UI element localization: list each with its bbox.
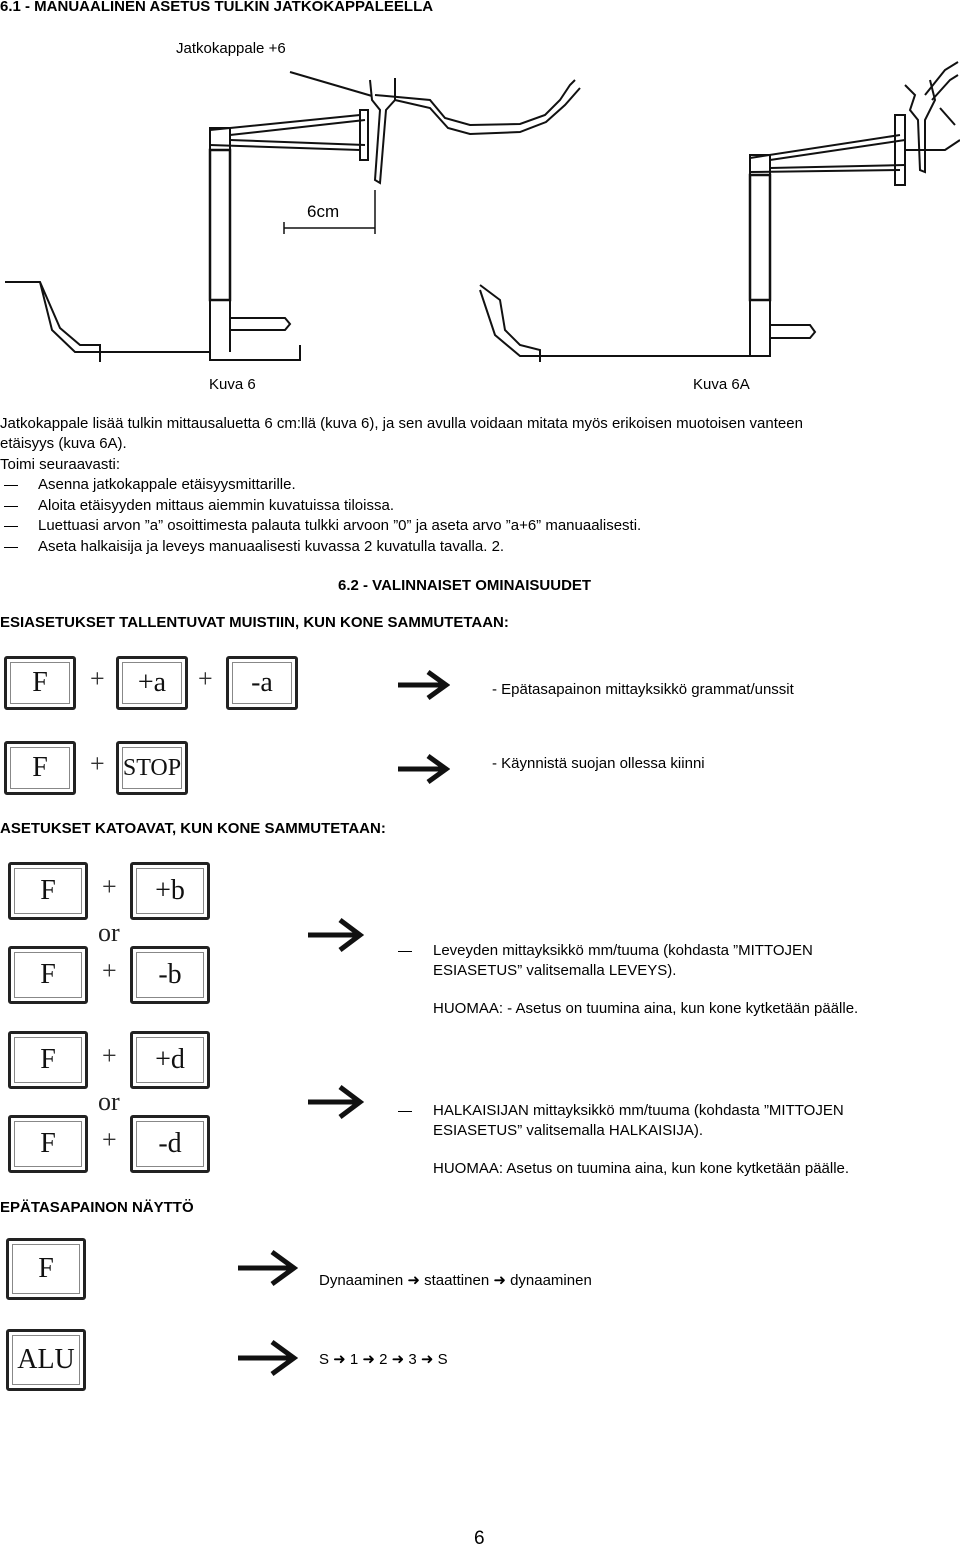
page-title: 6.1 - MANUAALINEN ASETUS TULKIN JATKOKAPPALEELLA	[0, 0, 434, 15]
figure-caption-left: Kuva 6	[209, 376, 256, 393]
plus-sign: +	[102, 956, 117, 985]
key-minus-d: -d	[130, 1115, 210, 1173]
plus-sign: +	[90, 664, 105, 693]
arrow-right-icon	[306, 1083, 364, 1121]
combo4-description-line1: HALKAISIJAN mittayksikkö mm/tuuma (kohdasta ”MITTOJEN	[433, 1102, 844, 1119]
or-label: or	[98, 918, 120, 947]
imbalance-heading: EPÄTASAPAINON NÄYTTÖ	[0, 1199, 194, 1216]
key-plus-d: +d	[130, 1031, 210, 1089]
page-number: 6	[474, 1528, 485, 1549]
plus-sign: +	[102, 1125, 117, 1154]
key-alu: ALU	[6, 1329, 86, 1391]
key-minus-b: -b	[130, 946, 210, 1004]
plus-sign: +	[198, 664, 213, 693]
figure-caption-right: Kuva 6A	[693, 376, 750, 393]
key-f: F	[8, 1031, 88, 1089]
key-f: F	[6, 1238, 86, 1300]
step-item: Aloita etäisyyden mittaus aiemmin kuvatuissa tiloissa.	[4, 497, 394, 514]
arrow-right-icon	[236, 1248, 298, 1288]
key-f: F	[8, 862, 88, 920]
plus-sign: +	[90, 749, 105, 778]
imbalance-row2-description: S ➜ 1 ➜ 2 ➜ 3 ➜ S	[319, 1351, 448, 1368]
combo4-description-line2: ESIASETUS” valitsemalla HALKAISIJA).	[433, 1122, 704, 1139]
or-label: or	[98, 1087, 120, 1116]
dash-icon	[398, 1102, 432, 1119]
intro-line-1: Jatkokappale lisää tulkin mittausaluetta 6 cm:llä (kuva 6), ja sen avulla voidaan mitata myös erikoisen muotoisen vanteen	[0, 415, 803, 432]
key-f: F	[4, 741, 76, 795]
combo4-note: HUOMAA: Asetus on tuumina aina, kun kone kytketään päälle.	[433, 1160, 850, 1177]
lost-settings-heading: ASETUKSET KATOAVAT, KUN KONE SAMMUTETAAN:	[0, 820, 386, 837]
step-item: Asenna jatkokappale etäisyysmittarille.	[4, 476, 296, 493]
arrow-right-icon	[306, 916, 364, 954]
step-item: Luettuasi arvon ”a” osoittimesta palauta tulkki arvoon ”0” ja aseta arvo ”a+6” manuaalisesti.	[4, 517, 641, 534]
combo3-note: HUOMAA: - Asetus on tuumina aina, kun kone kytketään päälle.	[433, 1000, 859, 1017]
dash-icon	[4, 547, 18, 548]
plus-sign: +	[102, 1041, 117, 1070]
dash-icon	[4, 485, 18, 486]
arrow-right-icon	[396, 752, 450, 786]
key-plus-a: +a	[116, 656, 188, 710]
key-stop: STOP	[116, 741, 188, 795]
key-plus-b: +b	[130, 862, 210, 920]
dash-icon	[398, 942, 432, 959]
intro-line-3: Toimi seuraavasti:	[0, 456, 121, 473]
key-minus-a: -a	[226, 656, 298, 710]
intro-line-2: etäisyys (kuva 6A).	[0, 435, 127, 452]
combo3-description-line2: ESIASETUS” valitsemalla LEVEYS).	[433, 962, 677, 979]
key-f: F	[8, 946, 88, 1004]
dash-icon	[4, 526, 18, 527]
arrow-right-icon	[396, 668, 450, 702]
dimension-label: 6cm	[307, 202, 340, 221]
dash-icon	[4, 506, 18, 507]
plus-sign: +	[102, 872, 117, 901]
wheel-gauge-drawing	[0, 55, 960, 375]
saved-settings-heading: ESIASETUKSET TALLENTUVAT MUISTIIN, KUN KONE SAMMUTETAAN:	[0, 614, 509, 631]
extension-label: Jatkokappale +6	[176, 40, 286, 57]
combo2-description: - Käynnistä suojan ollessa kiinni	[492, 755, 705, 772]
combo1-description: - Epätasapainon mittayksikkö grammat/unssit	[492, 681, 794, 698]
arrow-right-icon	[236, 1338, 298, 1378]
key-f: F	[4, 656, 76, 710]
step-item: Aseta halkaisija ja leveys manuaalisesti kuvassa 2 kuvatulla tavalla. 2.	[4, 538, 504, 555]
section-title: 6.2 - VALINNAISET OMINAISUUDET	[338, 577, 592, 594]
imbalance-row1-description: Dynaaminen ➜ staattinen ➜ dynaaminen	[319, 1272, 592, 1289]
key-f: F	[8, 1115, 88, 1173]
combo3-description-line1: Leveyden mittayksikkö mm/tuuma (kohdasta ”MITTOJEN	[433, 942, 813, 959]
